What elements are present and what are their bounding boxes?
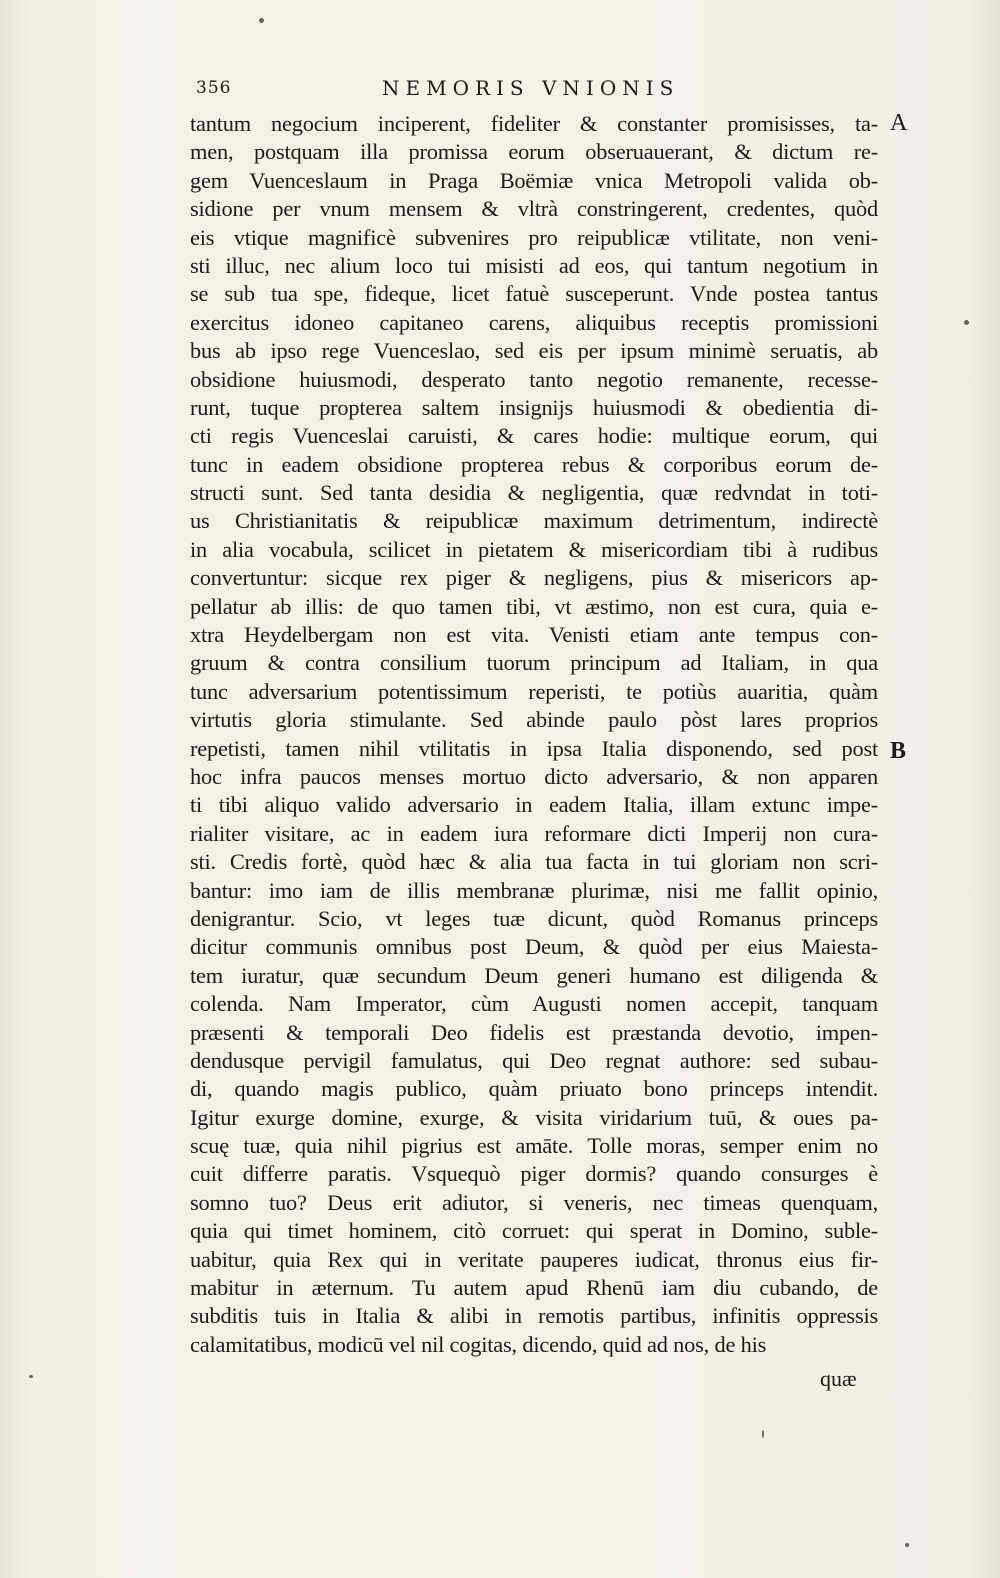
text-line: colenda. Nam Imperator, cùm Augusti nomen accepit, tanquam	[190, 991, 878, 1017]
text-line: somno tuo? Deus erit adiutor, si veneris, nec timeas quenquam,	[190, 1189, 878, 1215]
text-line: gem Vuenceslaum in Praga Boëmiæ vnica Metropoli valida ob-	[190, 167, 878, 193]
text-line: præsenti & temporali Deo fidelis est præstanda devotio, impen-	[190, 1019, 878, 1045]
text-line: quia qui timet hominem, citò corruet: qui sperat in Domino, suble-	[190, 1218, 878, 1244]
text-line: structi sunt. Sed tanta desidia & negligentia, quæ redvndat in toti-	[190, 480, 878, 506]
text-line: cti regis Vuenceslai caruisti, & cares hodie: multique eorum, qui	[190, 423, 878, 449]
text-line: tantum negocium inciperent, fideliter & constanter promisisses, ta-	[190, 111, 878, 136]
text-line: xtra Heydelbergam non est vita. Venisti etiam ante tempus con-	[190, 622, 878, 648]
text-line: hoc infra paucos menses mortuo dicto adversario, & non apparen	[190, 763, 878, 789]
paper-speck	[964, 320, 969, 325]
text-line: tem iuratur, quæ secundum Deum generi humano est diligenda &	[190, 962, 878, 988]
paper-speck	[259, 18, 264, 23]
paper-speck	[29, 1375, 33, 1378]
text-line: dicitur communis omnibus post Deum, & quòd per eius Maiesta-	[190, 934, 878, 960]
paper-speck	[762, 1430, 764, 1438]
text-line: sti illuc, nec alium loco tui misisti ad eos, qui tantum negotium in	[190, 252, 878, 278]
text-line: se sub tua spe, fideque, licet fatuè susceperunt. Vnde postea tantus	[190, 281, 878, 307]
text-line: di, quando magis publico, quàm priuato bono princeps intendit.	[190, 1076, 878, 1102]
page-header	[196, 76, 896, 106]
running-title: NEMORIS VNIONIS	[382, 76, 680, 100]
text-line: sti. Credis fortè, quòd hæc & alia tua facta in tui gloriam non scri-	[190, 849, 878, 875]
text-line: Igitur exurge domine, exurge, & visita viridarium tuū, & oues pa-	[190, 1104, 878, 1130]
catchword: quæ	[820, 1366, 857, 1391]
text-line: uabitur, quia Rex qui in veritate pauperes iudicat, thronus eius fir-	[190, 1246, 878, 1272]
text-line: calamitatibus, modicū vel nil cogitas, dicendo, quid ad nos, de his	[190, 1331, 767, 1357]
text-line: denigrantur. Scio, vt leges tuæ dicunt, quòd Romanus princeps	[190, 905, 878, 931]
text-line: bus ab ipso rege Vuenceslao, sed eis per ipsum minimè seruatis, ab	[190, 338, 878, 364]
text-line: pellatur ab illis: de quo tamen tibi, vt æstimo, non est cura, quia e-	[190, 593, 878, 619]
text-line: runt, tuque propterea saltem insignijs huiusmodi & obedientia di-	[190, 394, 878, 420]
text-line: subditis tuis in Italia & alibi in remotis partibus, infinitis oppressis	[190, 1303, 878, 1329]
page-number: 356	[196, 78, 232, 98]
text-line: virtutis gloria stimulante. Sed abinde paulo pòst lares proprios	[190, 707, 878, 733]
text-line: repetisti, tamen nihil vtilitatis in ipsa Italia disponendo, sed post	[190, 735, 878, 761]
text-line: obsidione huiusmodi, desperato tanto negotio remanente, recesse-	[190, 366, 878, 392]
text-line: tunc adversarium potentissimum reperisti, te potiùs auaritia, quàm	[190, 678, 878, 704]
text-line: bantur: imo iam de illis membranæ plurimæ, nisi me fallit opinio,	[190, 877, 878, 903]
text-line: convertuntur: sicque rex piger & negligens, pius & misericors ap-	[190, 565, 878, 591]
paper-speck	[905, 1543, 909, 1547]
text-line: mabitur in æternum. Tu autem apud Rhenū iam diu cubando, de	[190, 1275, 878, 1301]
text-line: rialiter visitare, ac in eadem iura reformare dicti Imperij non cura-	[190, 820, 878, 846]
body-text	[190, 110, 878, 1359]
text-line: scuę tuæ, quia nihil pigrius est amāte. Tolle moras, semper enim no	[190, 1133, 878, 1159]
text-line: ti tibi aliquo valido adversario in eadem Italia, illam extunc impe-	[190, 792, 878, 818]
text-line: sidione per vnum mensem & vltrà constringerent, credentes, quòd	[190, 196, 878, 222]
text-line: cuit differre paratis. Vsquequò piger dormis? quando consurges è	[190, 1161, 878, 1187]
text-line: in alia vocabula, scilicet in pietatem & misericordiam tibi à rudibus	[190, 536, 878, 562]
text-line: dendusque pervigil famulatus, qui Deo regnat authore: sed subau-	[190, 1047, 878, 1073]
margin-mark-a: A	[890, 110, 908, 136]
text-line: men, postquam illa promissa eorum obseruauerant, & dictum re-	[190, 139, 878, 165]
text-line: exercitus idoneo capitaneo carens, aliquibus receptis promissioni	[190, 309, 878, 335]
text-line: tunc in eadem obsidione propterea rebus & corporibus eorum de-	[190, 451, 878, 477]
margin-mark-b: B	[890, 738, 907, 764]
text-line: us Christianitatis & reipublicæ maximum detrimentum, indirectè	[190, 508, 878, 534]
text-line: eis vtique magnificè subvenires pro reipublicæ vtilitate, non veni-	[190, 224, 878, 250]
text-line: gruum & contra consilium tuorum principum ad Italiam, in qua	[190, 650, 878, 676]
